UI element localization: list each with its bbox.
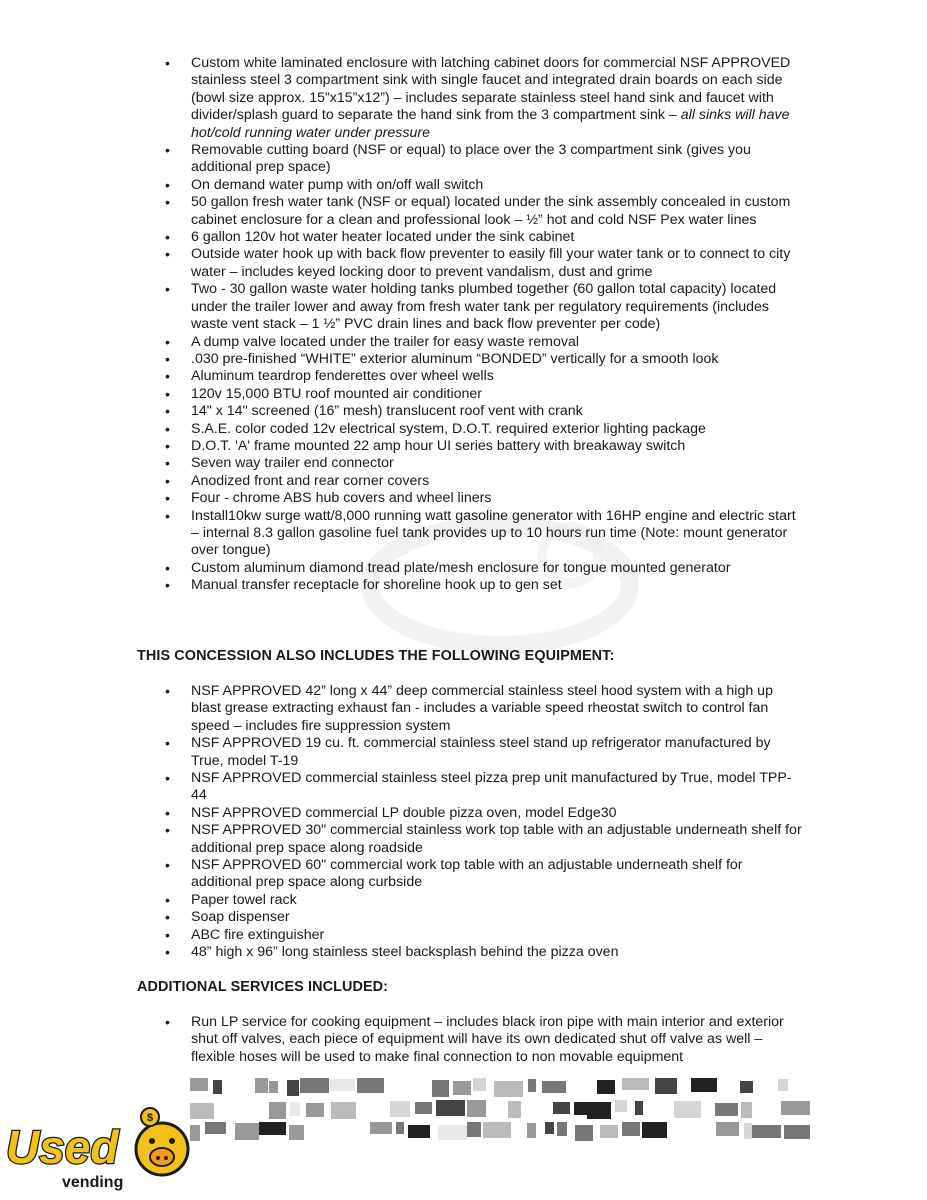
list-item: • Custom white laminated enclosure with latching cabinet doors for commercial NSF APPROVED stainless steel 3 compartment sink with single faucet and integrated drain boards on each side (bowl size approx. 15”x15”x12”) – includes separate stainless steel hand sink and faucet with divider/splash guard to separate the hand sink from the 3 compartment sink – all sinks will have hot/cold running water under pressure bbox=[165, 55, 805, 142]
services-list bbox=[165, 1014, 805, 1066]
list-item: • NSF APPROVED 42” long x 44” deep commercial stainless steel hood system with a high up blast grease extracting exhaust fan - includes a variable speed rheostat switch to control fan speed – includes fire suppression system bbox=[165, 683, 805, 735]
logo-mascot-icon bbox=[136, 1108, 188, 1175]
list-item: • On demand water pump with on/off wall switch bbox=[165, 177, 805, 194]
redacted-text-block bbox=[190, 1078, 810, 1144]
list-item: • Four - chrome ABS hub covers and wheel liners bbox=[165, 490, 805, 507]
equipment-list bbox=[165, 683, 805, 962]
logo-main-text: Used bbox=[6, 1121, 119, 1173]
list-item: • 48” high x 96” long stainless steel backsplash behind the pizza oven bbox=[165, 944, 805, 961]
list-item: • NSF APPROVED 60" commercial work top table with an adjustable underneath shelf for additional prep space along curbside bbox=[165, 857, 805, 892]
list-item: • 50 gallon fresh water tank (NSF or equal) located under the sink assembly concealed in custom cabinet enclosure for a clean and professional look – ½” hot and cold NSF Pex water lines bbox=[165, 194, 805, 229]
list-item: • A dump valve located under the trailer for easy waste removal bbox=[165, 334, 805, 351]
list-item: • 6 gallon 120v hot water heater located under the sink cabinet bbox=[165, 229, 805, 246]
used-vending-logo bbox=[0, 1105, 200, 1200]
list-item: • Install10kw surge watt/8,000 running watt gasoline generator with 16HP engine and electric start – internal 8.3 gallon gasoline fuel tank provides up to 10 hours run time (Note: mount generator over tongue) bbox=[165, 508, 805, 560]
list-item: • NSF APPROVED 19 cu. ft. commercial stainless steel stand up refrigerator manufactured by True, model T-19 bbox=[165, 735, 805, 770]
svg-text:$: $ bbox=[146, 1112, 154, 1124]
list-item: • S.A.E. color coded 12v electrical system, D.O.T. required exterior lighting package bbox=[165, 421, 805, 438]
list-item: • NSF APPROVED commercial LP double pizza oven, model Edge30 bbox=[165, 805, 805, 822]
equipment-heading: THIS CONCESSION ALSO INCLUDES THE FOLLOWING EQUIPMENT: bbox=[137, 648, 615, 664]
list-item: • Anodized front and rear corner covers bbox=[165, 473, 805, 490]
list-item: • Custom aluminum diamond tread plate/mesh enclosure for tongue mounted generator bbox=[165, 560, 805, 577]
logo-sub-text: vending bbox=[62, 1174, 124, 1191]
list-item: • .030 pre-finished “WHITE” exterior aluminum “BONDED” vertically for a smooth look bbox=[165, 351, 805, 368]
list-item: • D.O.T. 'A' frame mounted 22 amp hour UI series battery with breakaway switch bbox=[165, 438, 805, 455]
list-item: • Two - 30 gallon waste water holding tanks plumbed together (60 gallon total capacity) located under the trailer lower and away from fresh water tank per regulatory requirements (includes waste vent stack – 1 ½” PVC drain lines and back flow preventer per code) bbox=[165, 281, 805, 333]
list-item: • Run LP service for cooking equipment – includes black iron pipe with main interior and exterior shut off valves, each piece of equipment will have its own dedicated shut off valve as well – flexible hoses will be used to make final connection to non movable equipment bbox=[165, 1014, 805, 1066]
list-item: • Paper towel rack bbox=[165, 892, 805, 909]
list-item: • Removable cutting board (NSF or equal) to place over the 3 compartment sink (gives you additional prep space) bbox=[165, 142, 805, 177]
list-item: • Manual transfer receptacle for shoreline hook up to gen set bbox=[165, 577, 805, 594]
features-list bbox=[165, 55, 805, 595]
list-item: • 14" x 14" screened (16” mesh) translucent roof vent with crank bbox=[165, 403, 805, 420]
list-item: • Aluminum teardrop fenderettes over wheel wells bbox=[165, 368, 805, 385]
list-item: • 120v 15,000 BTU roof mounted air conditioner bbox=[165, 386, 805, 403]
services-heading: ADDITIONAL SERVICES INCLUDED: bbox=[137, 979, 389, 995]
list-item: • Soap dispenser bbox=[165, 909, 805, 926]
list-item: • Outside water hook up with back flow preventer to easily fill your water tank or to connect to city water – includes keyed locking door to prevent vandalism, dust and grime bbox=[165, 246, 805, 281]
list-item: • ABC fire extinguisher bbox=[165, 927, 805, 944]
list-item: • NSF APPROVED commercial stainless steel pizza prep unit manufactured by True, model TPP-44 bbox=[165, 770, 805, 805]
list-item: • NSF APPROVED 30" commercial stainless work top table with an adjustable underneath shelf for additional prep space along roadside bbox=[165, 822, 805, 857]
list-item: • Seven way trailer end connector bbox=[165, 455, 805, 472]
